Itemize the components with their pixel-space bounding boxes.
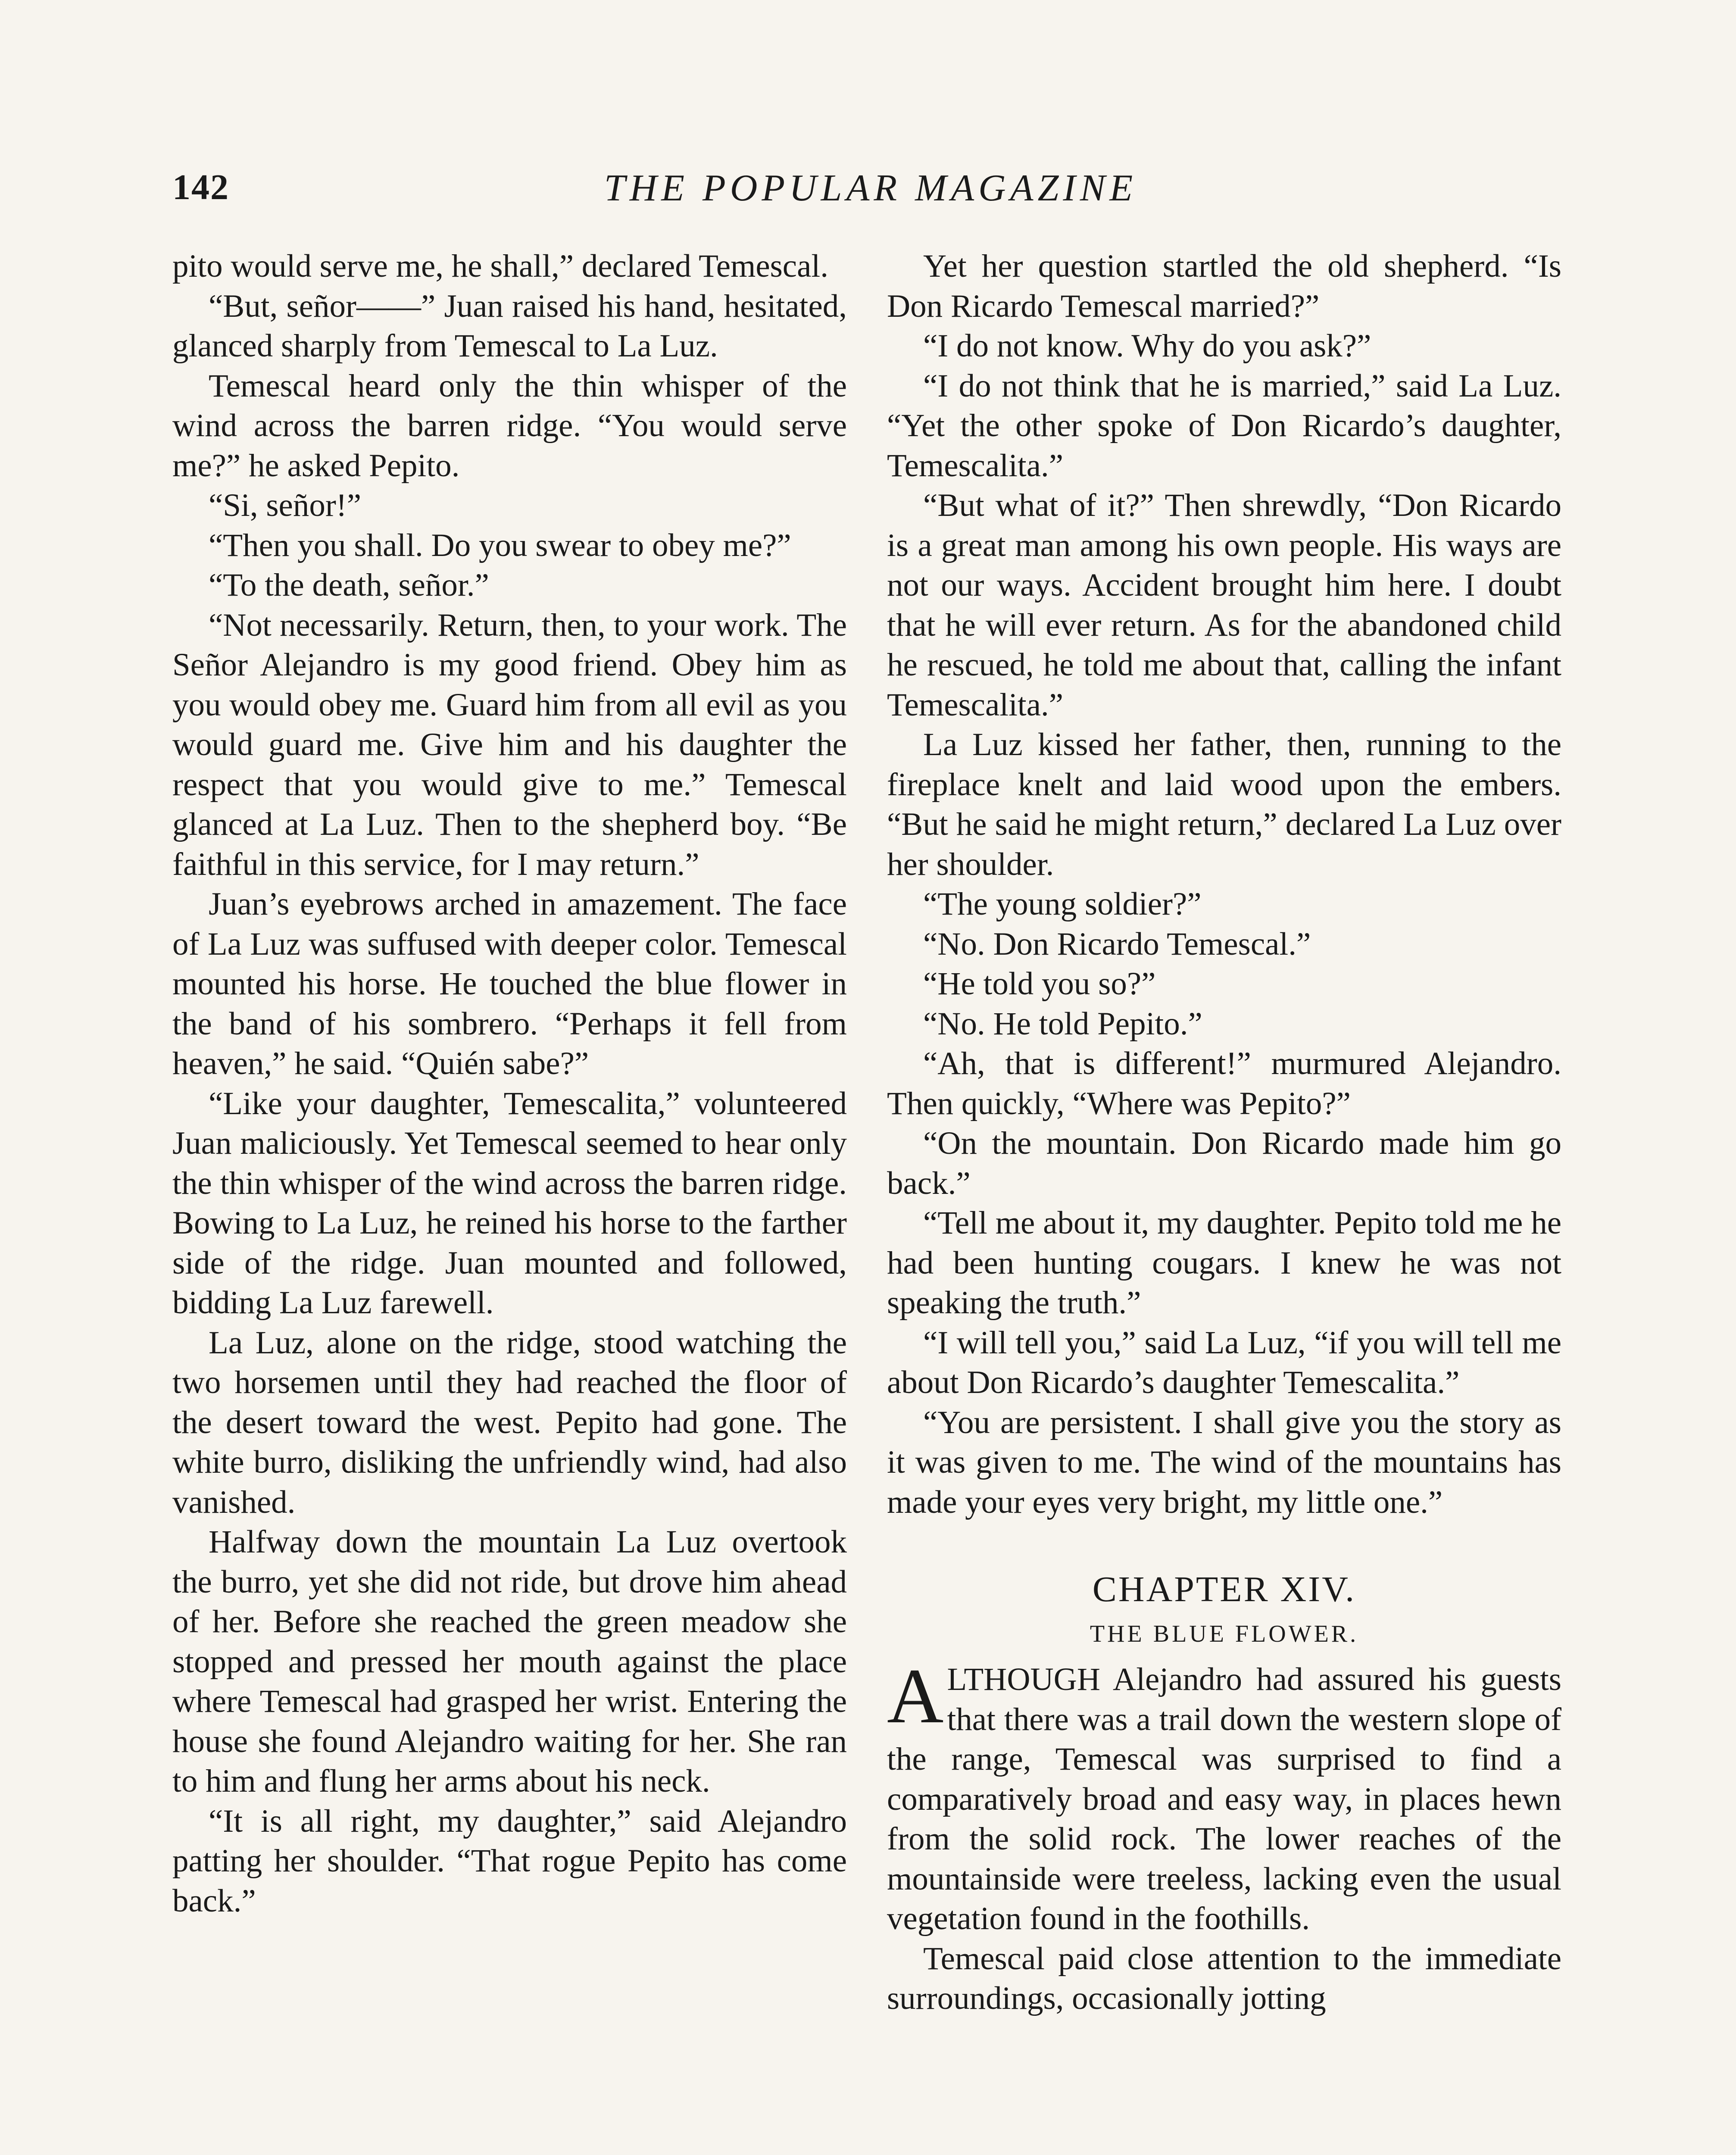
paragraph: “Ah, that is different!” murmured Alejandro. Then quickly, “Where was Pepito?”	[887, 1046, 1561, 1121]
paragraph: “He told you so?”	[923, 966, 1156, 1002]
paragraph: “To the death, señor.”	[209, 567, 489, 603]
running-title: THE POPULAR MAGAZINE	[604, 167, 1137, 209]
chapter-opening-paragraph	[887, 1653, 1561, 1939]
paragraph: pito would serve me, he shall,” declared Temescal.	[172, 248, 828, 284]
paragraph: Juan’s eyebrows arched in amazement. The face of La Luz was suffused with deeper color. Temescal mounted his horse. He touched the blue flower in the band of his sombrero. “Perhaps it fell from heaven,” he said. “Quién sabe?”	[172, 886, 847, 1081]
page-header	[172, 166, 1569, 214]
paragraph: Halfway down the mountain La Luz overtook the burro, yet she did not ride, but drove him ahead of her. Before she reached the green meadow she stopped and pressed her mouth against the place where Temescal had grasped her wrist. Entering the house she found Alejandro waiting for her. She ran to him and flung her arms about his neck.	[172, 1524, 847, 1799]
paragraph: “Not necessarily. Return, then, to your work. The Señor Alejandro is my good friend. Obey him as you would obey me. Guard him from all evil as you would guard me. Give him and his daughter the respect that you would give to me.” Temescal glanced at La Luz. Then to the shepherd boy. “Be faithful in this service, for I may return.”	[172, 607, 847, 882]
paragraph: “No. He told Pepito.”	[923, 1006, 1202, 1042]
paragraph: “The young soldier?”	[923, 886, 1202, 922]
paragraph: “But, señor——” Juan raised his hand, hesitated, glanced sharply from Temescal to La Luz.	[172, 288, 847, 364]
left-column	[172, 247, 847, 1921]
chapter-title: CHAPTER XIV.	[1092, 1569, 1356, 1609]
paragraph: “On the mountain. Don Ricardo made him go back.”	[887, 1125, 1561, 1201]
paragraph: “I will tell you,” said La Luz, “if you will tell me about Don Ricardo’s daughter Temescalita.”	[887, 1324, 1561, 1400]
paragraph: “You are persistent. I shall give you the story as it was given to me. The wind of the mountains has made your eyes very bright, my little one.”	[887, 1404, 1561, 1520]
paragraph: “No. Don Ricardo Temescal.”	[923, 926, 1311, 962]
paragraph: “Si, señor!”	[209, 487, 362, 523]
opening-text: LTHOUGH Alejandro had assured his guests that there was a trail down the western slope of the range, Temescal was surprised to find a comparatively broad and easy way, in places hewn from the solid rock. The lower reaches of the mountainside were treeless, lacking even the usual vegetation found in the foothills.	[887, 1662, 1561, 1936]
chapter-subtitle: THE BLUE FLOWER.	[1090, 1620, 1359, 1647]
paragraph: “Then you shall. Do you swear to obey me?”	[209, 527, 791, 563]
right-column	[887, 247, 1561, 2019]
paragraph: La Luz kissed her father, then, running to the fireplace knelt and laid wood upon the embers. “But he said he might return,” declared La Luz over her shoulder.	[887, 727, 1561, 882]
paragraph: “I do not think that he is married,” said La Luz. “Yet the other spoke of Don Ricardo’s daughter, Temescalita.”	[887, 368, 1561, 484]
paragraph: La Luz, alone on the ridge, stood watching the two horsemen until they had reached the floor of the desert toward the west. Pepito had gone. The white burro, disliking the unfriendly wind, had also vanished.	[172, 1324, 847, 1520]
paragraph: “Like your daughter, Temescalita,” volunteered Juan maliciously. Yet Temescal seemed to hear only the thin whisper of the wind across the barren ridge. Bowing to La Luz, he reined his horse to the farther side of the ridge. Juan mounted and followed, bidding La Luz farewell.	[172, 1085, 847, 1321]
paragraph: Temescal paid close attention to the immediate surroundings, occasionally jotting	[887, 1940, 1561, 2016]
paragraph: “It is all right, my daughter,” said Alejandro patting her shoulder. “That rogue Pepito has come back.”	[172, 1803, 847, 1919]
paragraph: “Tell me about it, my daughter. Pepito told me he had been hunting cougars. I knew he was not speaking the truth.”	[887, 1205, 1561, 1321]
paragraph: “I do not know. Why do you ask?”	[923, 328, 1371, 364]
paragraph: Yet her question startled the old shepherd. “Is Don Ricardo Temescal married?”	[887, 248, 1561, 324]
drop-cap: A	[887, 1653, 944, 1740]
paragraph: Temescal heard only the thin whisper of the wind across the barren ridge. “You would serve me?” he asked Pepito.	[172, 368, 847, 484]
page-number: 142	[172, 167, 229, 207]
paragraph: “But what of it?” Then shrewdly, “Don Ricardo is a great man among his own people. His ways are not our ways. Accident brought him here. I doubt that he will ever return. As for the abandoned child he rescued, he told me about that, calling the infant Temescalita.”	[887, 487, 1561, 723]
